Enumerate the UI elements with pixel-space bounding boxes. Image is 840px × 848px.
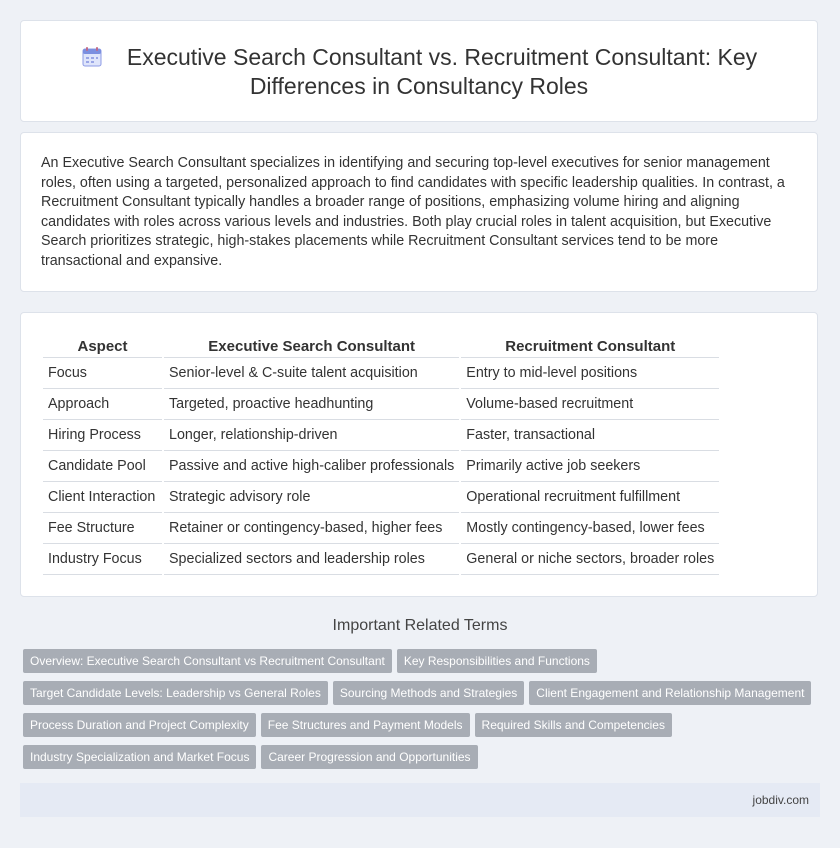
comparison-table (41, 335, 721, 575)
cell-executive: Specialized sectors and leadership roles (164, 544, 459, 575)
intro-card (20, 132, 818, 292)
related-term-tag[interactable]: Target Candidate Levels: Leadership vs General Roles (23, 681, 328, 705)
intro-text: An Executive Search Consultant specializes in identifying and securing top-level executives for senior management roles, often using a targeted, personalized approach to find candidates with specific leadership qualities. In contrast, a Recruitment Consultant typically handles a broader range of positions, emphasizing volume hiring and aligning candidates with roles across various levels and industries. Both play crucial roles in talent acquisition, but Executive Search prioritizes strategic, high-stakes placements while Recruitment Consultant services tend to be more transactional and expansive. (41, 155, 785, 269)
cell-executive: Retainer or contingency-based, higher fees (164, 513, 459, 544)
table-row (43, 451, 719, 482)
related-term-tag[interactable]: Sourcing Methods and Strategies (333, 681, 524, 705)
footer (20, 783, 820, 817)
cell-recruitment: General or niche sectors, broader roles (461, 544, 719, 575)
cell-aspect: Hiring Process (43, 420, 162, 451)
cell-aspect: Candidate Pool (43, 451, 162, 482)
cell-executive: Strategic advisory role (164, 482, 459, 513)
related-term-tag[interactable]: Process Duration and Project Complexity (23, 713, 256, 737)
cell-executive: Senior-level & C-suite talent acquisition (164, 358, 459, 389)
cell-executive: Targeted, proactive headhunting (164, 389, 459, 420)
footer-site-link[interactable]: jobdiv.com (752, 793, 809, 807)
table-row (43, 544, 719, 575)
related-term-tag[interactable]: Required Skills and Competencies (475, 713, 672, 737)
related-terms-title: Important Related Terms (332, 617, 508, 634)
cell-aspect: Industry Focus (43, 544, 162, 575)
related-term-tag[interactable]: Key Responsibilities and Functions (397, 649, 597, 673)
related-term-tag[interactable]: Overview: Executive Search Consultant vs Recruitment Consultant (23, 649, 392, 673)
cell-recruitment: Entry to mid-level positions (461, 358, 719, 389)
related-terms-list (23, 649, 823, 777)
table-header-row (43, 335, 719, 358)
cell-recruitment: Mostly contingency-based, lower fees (461, 513, 719, 544)
related-term-tag[interactable]: Fee Structures and Payment Models (261, 713, 470, 737)
comparison-card (20, 312, 818, 597)
calendar-icon (81, 46, 103, 68)
table-row (43, 513, 719, 544)
cell-aspect: Fee Structure (43, 513, 162, 544)
cell-recruitment: Operational recruitment fulfillment (461, 482, 719, 513)
table-row (43, 358, 719, 389)
cell-recruitment: Primarily active job seekers (461, 451, 719, 482)
cell-aspect: Approach (43, 389, 162, 420)
related-term-tag[interactable]: Industry Specialization and Market Focus (23, 745, 256, 769)
table-row (43, 420, 719, 451)
cell-executive: Longer, relationship-driven (164, 420, 459, 451)
header-executive-search: Executive Search Consultant (164, 335, 459, 358)
cell-recruitment: Faster, transactional (461, 420, 719, 451)
table-row (43, 389, 719, 420)
page-title-text: Executive Search Consultant vs. Recruitment Consultant: Key Differences in Consultancy Roles (126, 44, 758, 99)
header-aspect: Aspect (43, 335, 162, 358)
cell-aspect: Client Interaction (43, 482, 162, 513)
related-term-tag[interactable]: Client Engagement and Relationship Management (529, 681, 811, 705)
page-title (21, 43, 817, 101)
table-row (43, 482, 719, 513)
cell-aspect: Focus (43, 358, 162, 389)
cell-executive: Passive and active high-caliber professionals (164, 451, 459, 482)
related-term-tag[interactable]: Career Progression and Opportunities (261, 745, 477, 769)
cell-recruitment: Volume-based recruitment (461, 389, 719, 420)
header-card (20, 20, 818, 122)
header-recruitment: Recruitment Consultant (461, 335, 719, 358)
